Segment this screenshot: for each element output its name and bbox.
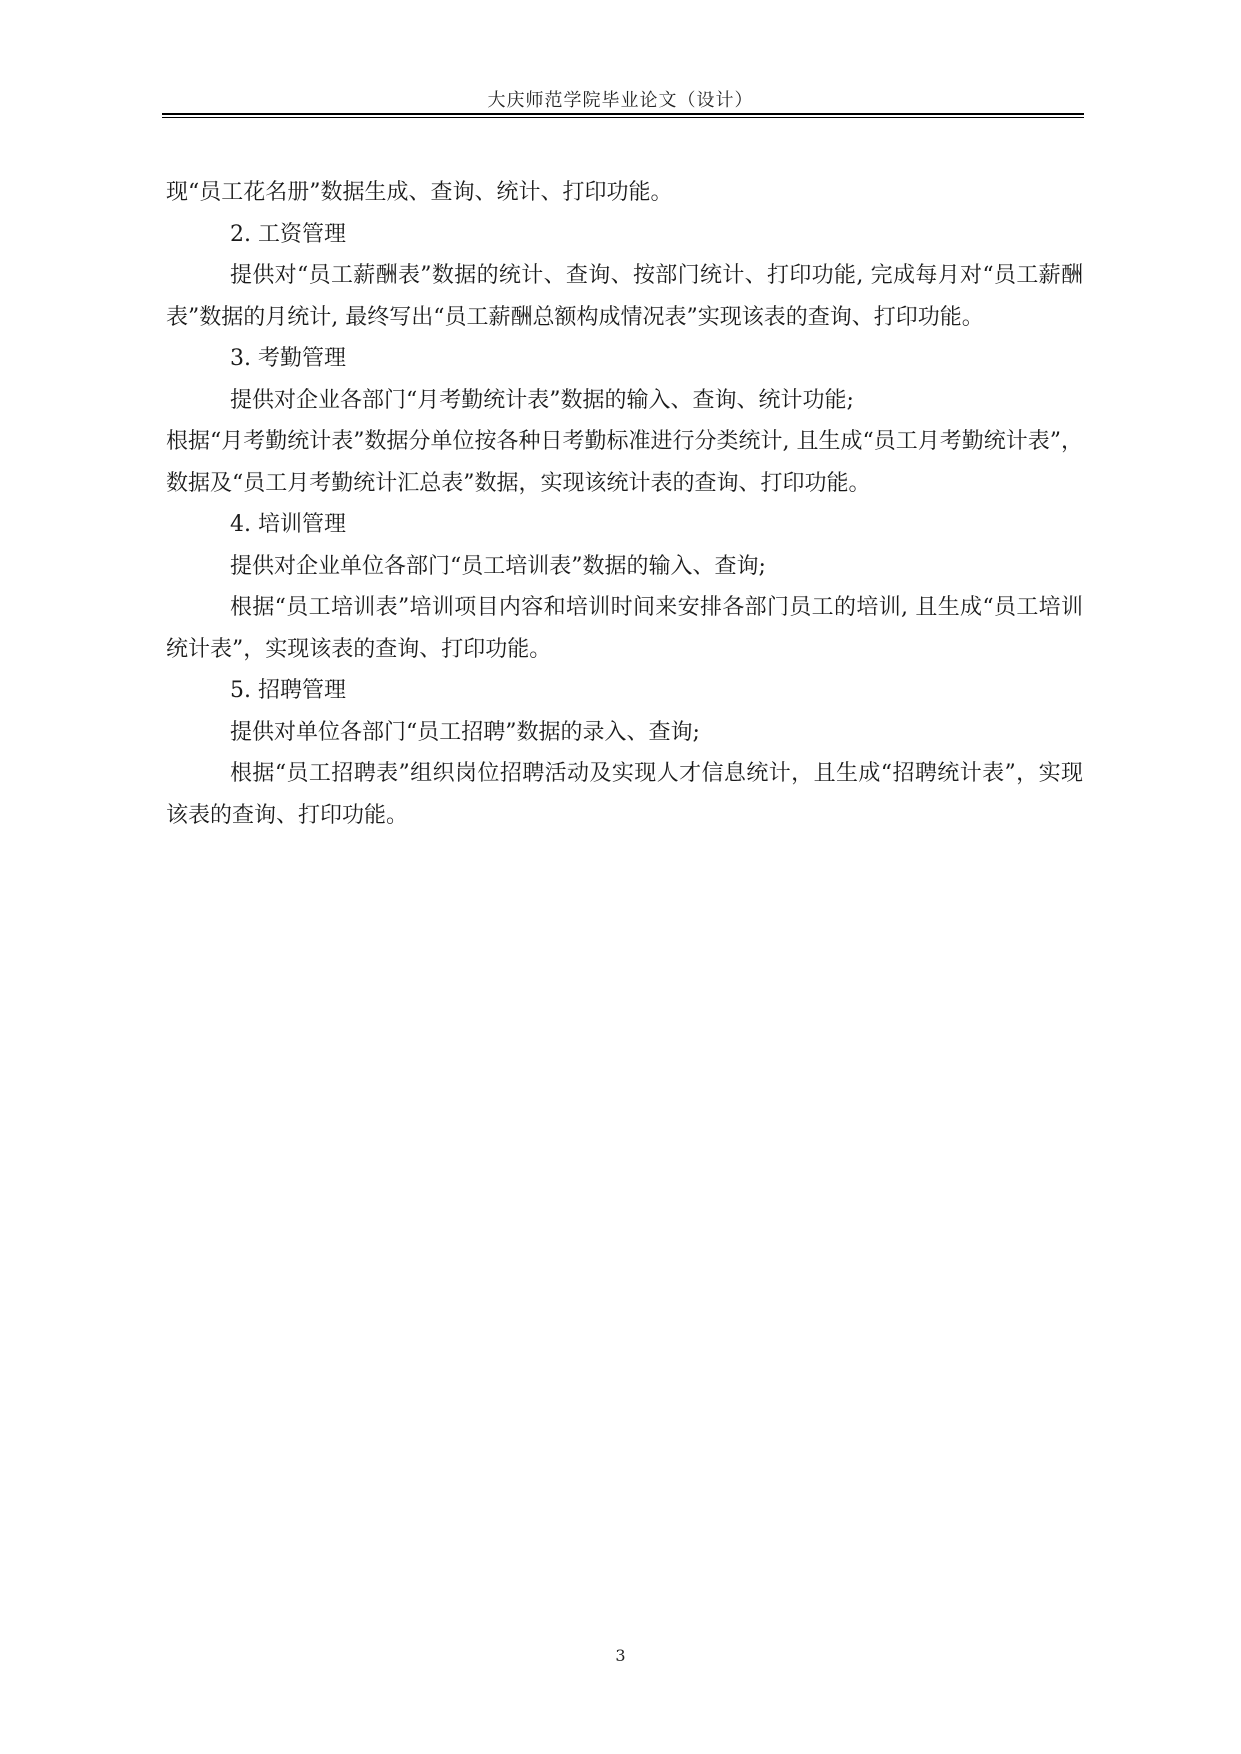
paragraph-training-2: 根据“员工培训表”培训项目内容和培训时间来安排各部门员工的培训, 且生成“员工培训统计表”，实现该表的查询、打印功能。 (166, 595, 1083, 662)
section-heading-recruitment: 5. 招聘管理 (230, 678, 346, 703)
header-rule (162, 113, 1084, 115)
paragraph-1: 现“员工花名册”数据生成、查询、统计、打印功能。 (166, 180, 673, 205)
header-title: 大庆师范学院毕业论文（设计） (487, 90, 754, 111)
section-heading-salary: 2. 工资管理 (230, 221, 346, 247)
page-number: 3 (615, 1646, 626, 1665)
paragraph-attendance-1: 提供对企业各部门“月考勤统计表”数据的输入、查询、统计功能; (230, 387, 854, 413)
body-text (166, 172, 1083, 836)
header-rule-thin (162, 117, 1084, 118)
paragraph-training-1: 提供对企业单位各部门“员工培训表”数据的输入、查询; (230, 553, 766, 579)
section-heading-attendance: 3. 考勤管理 (230, 346, 346, 371)
section-heading-training: 4. 培训管理 (230, 512, 346, 537)
paragraph-salary: 提供对“员工薪酬表”数据的统计、查询、按部门统计、打印功能, 完成每月对“员工薪酬表”数据的月统计, 最终写出“员工薪酬总额构成情况表”实现该表的查询、打印功能。 (166, 263, 1083, 330)
paragraph-recruitment-1: 提供对单位各部门“员工招聘”数据的录入、查询; (230, 719, 700, 745)
paragraph-attendance-2: 根据“月考勤统计表”数据分单位按各种日考勤标准进行分类统计, 且生成“员工月考勤统计表”，数据及“员工月考勤统计汇总表”数据，实现该统计表的查询、打印功能。 (166, 429, 1083, 496)
paragraph-recruitment-2: 根据“员工招聘表”组织岗位招聘活动及实现人才信息统计，且生成“招聘统计表”，实现该表的查询、打印功能。 (166, 761, 1083, 828)
